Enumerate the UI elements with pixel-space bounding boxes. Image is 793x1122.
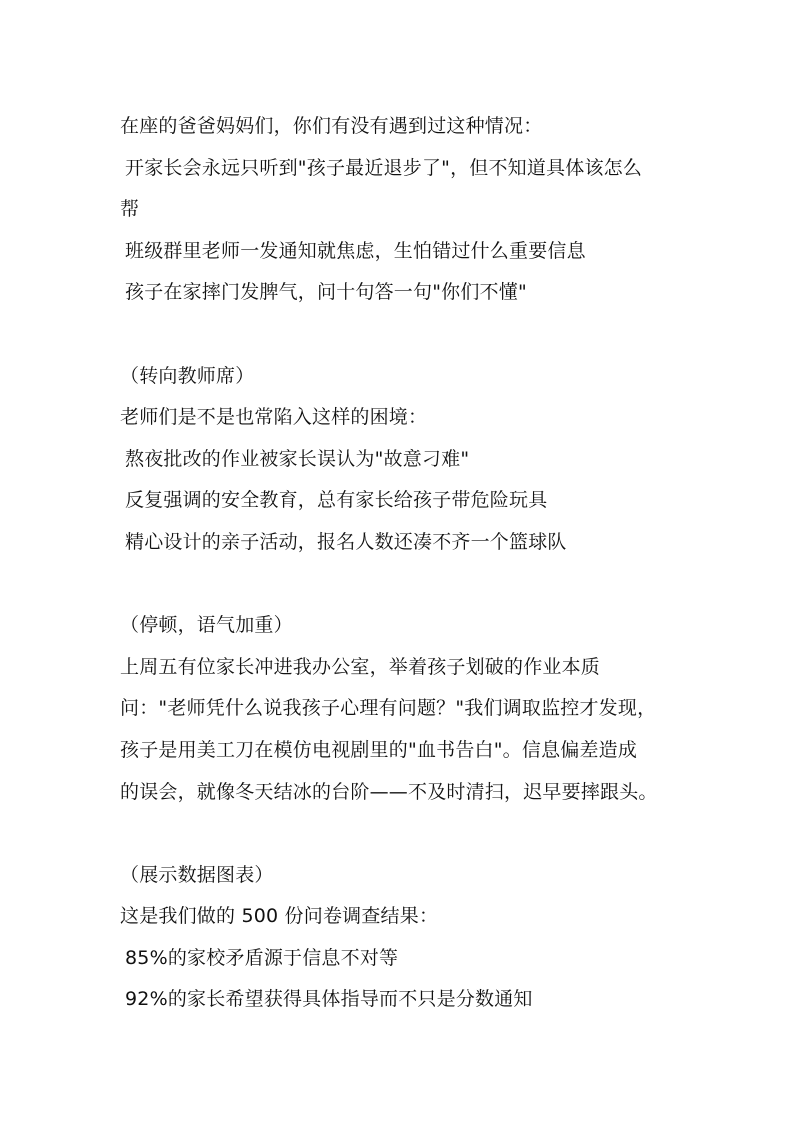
blank-line — [120, 314, 710, 356]
list-item: 精心设计的亲子活动，报名人数还凑不齐一个篮球队 — [125, 530, 567, 553]
list-item: 开家长会永远只听到"孩子最近退步了"，但不知道具体该怎么 — [125, 156, 643, 179]
list-item: 班级群里老师一发通知就焦虑，生怕错过什么重要信息 — [125, 239, 586, 262]
list-item: 92%的家长希望获得具体指导而不只是分数通知 — [125, 988, 533, 1011]
list-item: 85%的家校矛盾源于信息不对等 — [125, 946, 399, 969]
blank-line — [120, 813, 710, 855]
paragraph-line: 问："老师凭什么说我孩子心理有问题？"我们调取监控才发现， — [120, 697, 657, 720]
blank-line — [120, 564, 710, 606]
list-item: 反复强调的安全教育，总有家长给孩子带危险玩具 — [125, 489, 548, 512]
paragraph-line: 老师们是不是也常陷入这样的困境： — [120, 406, 428, 429]
paragraph-line: 孩子是用美工刀在模仿电视剧里的"血书告白"。信息偏差造成 — [120, 738, 638, 761]
stage-direction: （展示数据图表） — [120, 863, 274, 886]
document-body — [120, 106, 710, 1021]
list-item: 熬夜批改的作业被家长误认为"故意刁难" — [125, 447, 470, 470]
list-item-continuation: 帮 — [120, 198, 140, 221]
stage-direction: （转向教师席） — [120, 364, 255, 387]
paragraph-line: 在座的爸爸妈妈们，你们有没有遇到过这种情况： — [120, 115, 543, 137]
paragraph-line: 的误会，就像冬天结冰的台阶——不及时清扫，迟早要摔跟头。 — [120, 780, 658, 803]
list-item: 孩子在家摔门发脾气，问十句答一句"你们不懂" — [125, 281, 527, 304]
stage-direction: （停顿，语气加重） — [120, 614, 293, 637]
paragraph-line: 这是我们做的 500 份问卷调查结果： — [120, 905, 439, 928]
paragraph-line: 上周五有位家长冲进我办公室，举着孩子划破的作业本质 — [120, 655, 601, 678]
